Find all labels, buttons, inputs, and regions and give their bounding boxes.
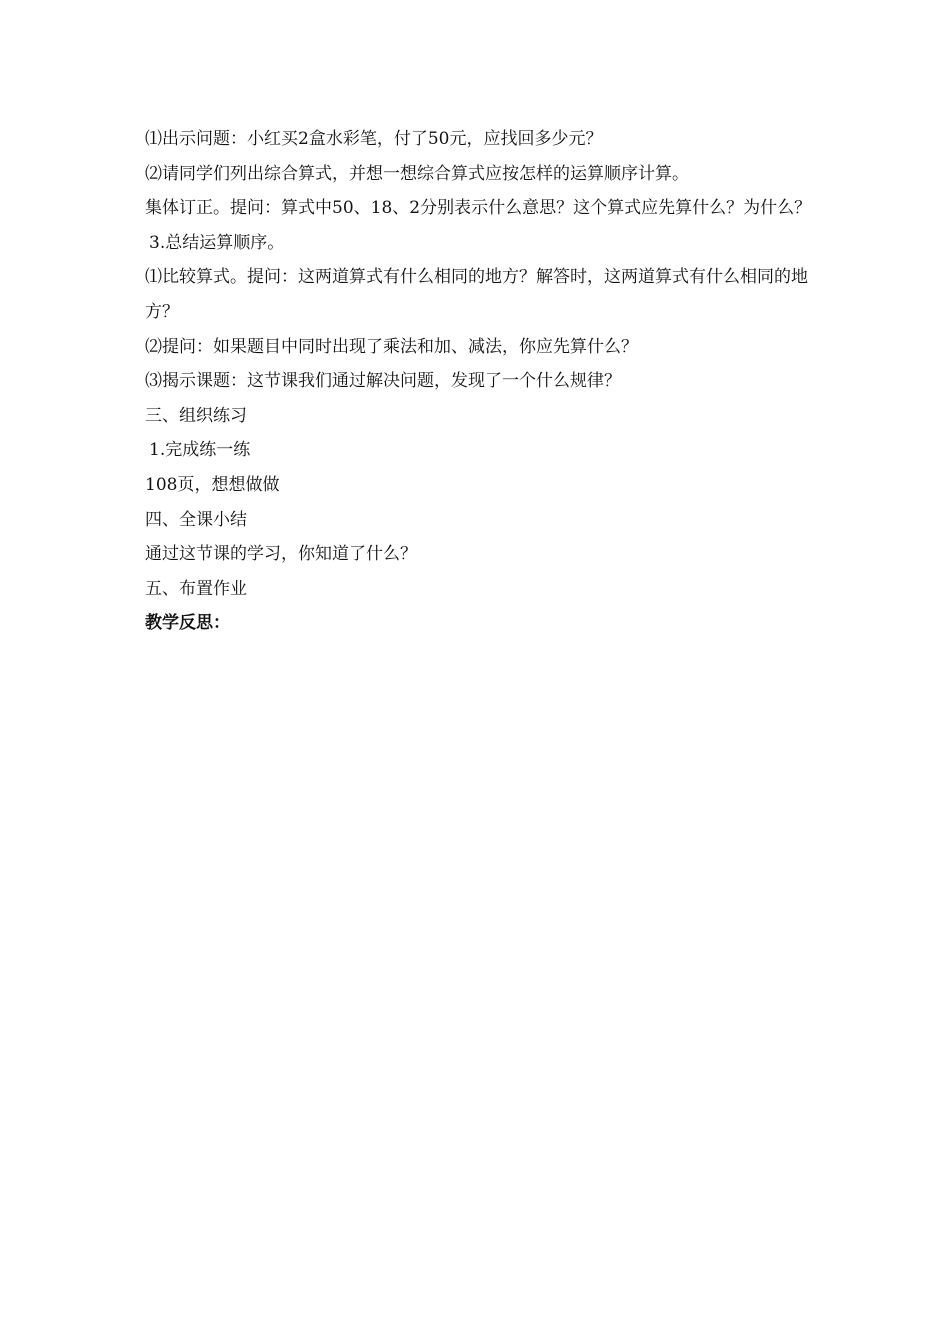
paragraph-summary-order: 3.总结运算顺序。 — [149, 232, 285, 253]
paragraph-complete-exercise: 1.完成练一练 — [149, 440, 251, 461]
paragraph-reveal-topic: ⑶揭示课题：这节课我们通过解决问题，发现了一个什么规律？ — [145, 371, 621, 392]
section-heading-practice: 三、组织练习 — [145, 405, 247, 426]
paragraph-ask-order: ⑵提问：如果题目中同时出现了乘法和加、减法，你应先算什么？ — [145, 336, 638, 357]
paragraph-collective-correction: 集体订正。提问：算式中50、18、2分别表示什么意思？这个算式应先算什么？为什么？ — [145, 198, 812, 219]
section-heading-homework: 五、布置作业 — [145, 578, 247, 599]
teaching-reflection-label: 教学反思： — [145, 613, 230, 634]
paragraph-summary-question: 通过这节课的学习，你知道了什么？ — [145, 544, 417, 565]
paragraph-question-1: ⑴出示问题：小红买2盒水彩笔，付了50元，应找回多少元？ — [145, 129, 603, 149]
section-heading-summary: 四、全课小结 — [145, 509, 247, 530]
paragraph-compare-formulas: ⑴比较算式。提问：这两道算式有什么相同的地方？解答时，这两道算式有什么相同的地方？ — [145, 267, 808, 322]
paragraph-page-reference: 108页，想想做做 — [145, 474, 280, 495]
paragraph-question-2: ⑵请同学们列出综合算式，并想一想综合算式应按怎样的运算顺序计算。 — [145, 163, 689, 184]
document-body — [145, 122, 815, 641]
